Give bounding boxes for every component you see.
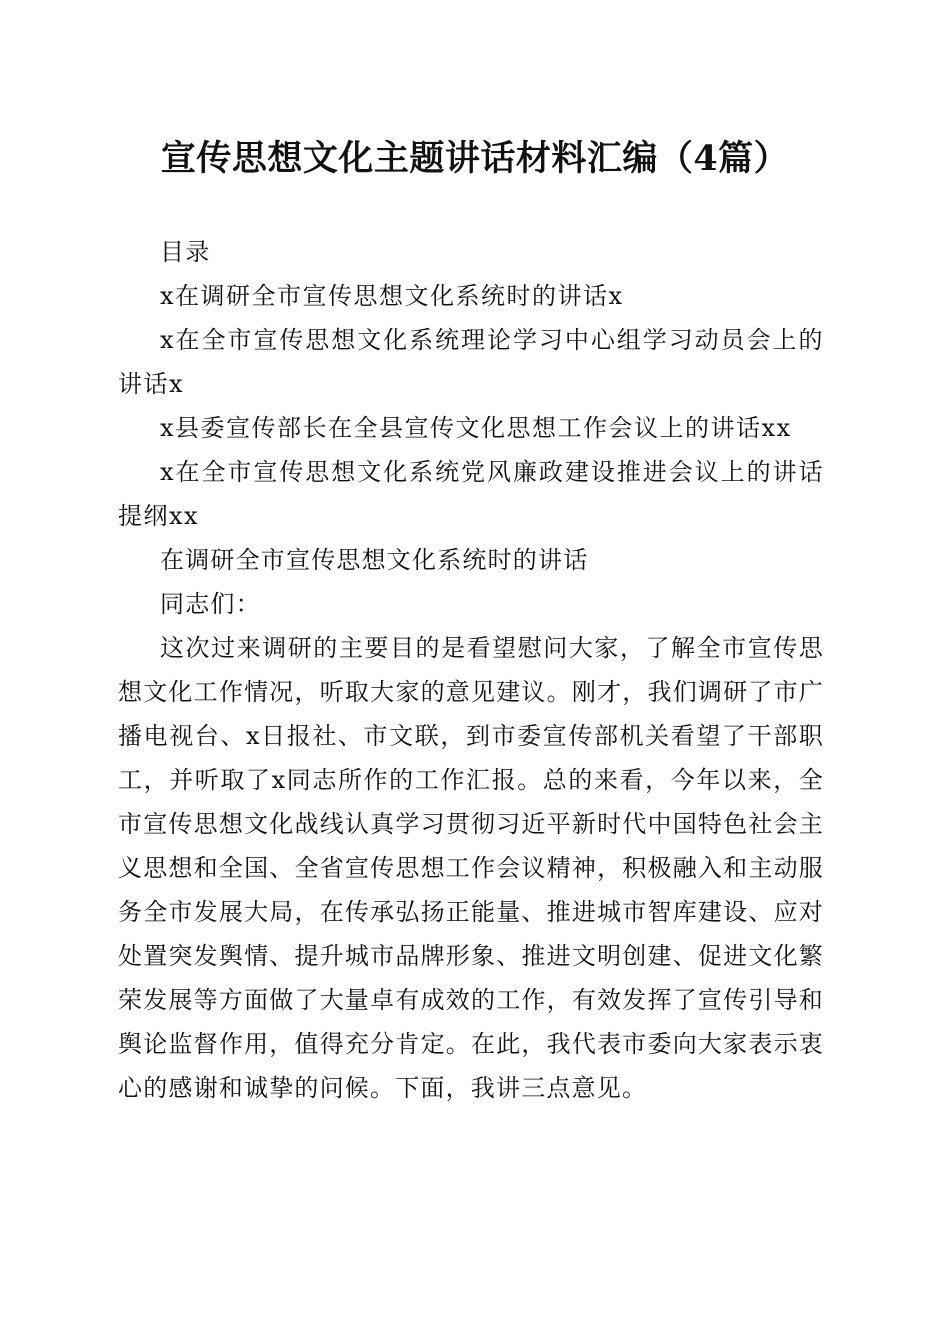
toc-item: x在全市宣传思想文化系统理论学习中心组学习动员会上的讲话x [118,326,824,398]
section-title: 在调研全市宣传思想文化系统时的讲话 [160,546,589,574]
toc-heading: 目录 [160,238,211,266]
document-title: 宣传思想文化主题讲话材料汇编（4篇） [160,138,790,179]
toc-item: x县委宣传部长在全县宣传文化思想工作会议上的讲话xx [160,414,792,442]
toc-item: x在全市宣传思想文化系统党风廉政建设推进会议上的讲话提纲xx [118,458,824,530]
toc-item: x在调研全市宣传思想文化系统时的讲话x [160,282,624,310]
body-paragraph: 这次过来调研的主要目的是看望慰问大家，了解全市宣传思想文化工作情况，听取大家的意见建议。刚才，我们调研了市广播电视台、x日报社、市文联，到市委宣传部机关看望了干部职工，并听取了x同志所作的工作汇报。总的来看，今年以来，全市宣传思想文化战线认真学习贯彻习近平新时代中国特色社会主义思想和全国、全省宣传思想工作会议精神，积极融入和主动服务全市发展大局，在传承弘扬正能量、推进城市智库建设、应对处置突发舆情、提升城市品牌形象、推进文明创建、促进文化繁荣发展等方面做了大量卓有成效的工作，有效发挥了宣传引导和舆论监督作用，值得充分肯定。在此，我代表市委向大家表示衷心的感谢和诚挚的问候。下面，我讲三点意见。 [118,634,824,1102]
salutation: 同志们： [160,590,261,618]
document-body [118,230,824,1110]
